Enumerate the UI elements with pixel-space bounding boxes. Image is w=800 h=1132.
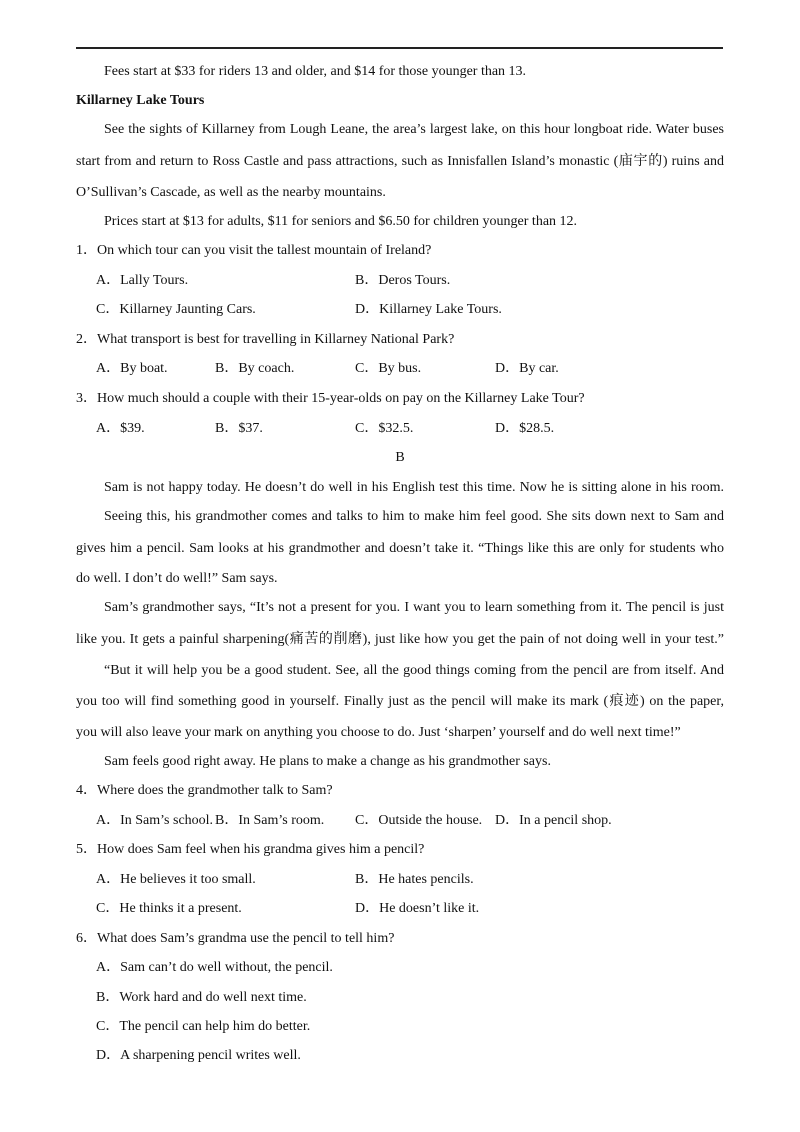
option-2d: D．By car.	[495, 361, 559, 376]
option-2a: A．By boat.	[96, 361, 168, 376]
option-6d: D．A sharpening pencil writes well.	[96, 1048, 301, 1063]
paragraph-line: do well. I don’t do well!” Sam says.	[76, 571, 278, 586]
paragraph-line: gives him a pencil. Sam looks at his grandmother and doesn’t take it. “Things like this are only for students who	[76, 541, 724, 556]
option-4c: C．Outside the house.	[355, 813, 483, 828]
option-5a: A．He believes it too small.	[96, 872, 256, 887]
question-4: 4．Where does the grandmother talk to Sam?	[76, 783, 333, 798]
option-6c: C．The pencil can help him do better.	[96, 1019, 311, 1034]
option-5b: B．He hates pencils.	[355, 872, 474, 887]
option-1c: C．Killarney Jaunting Cars.	[96, 302, 256, 317]
question-1: 1．On which tour can you visit the tallest mountain of Ireland?	[76, 243, 432, 258]
option-1a: A．Lally Tours.	[96, 273, 189, 288]
passage-b-label: B	[395, 450, 405, 465]
option-6a: A．Sam can’t do well without, the pencil.	[96, 960, 333, 975]
option-5d: D．He doesn’t like it.	[355, 901, 480, 916]
option-2c: C．By bus.	[355, 361, 422, 376]
paragraph-line: Sam’s grandmother says, “It’s not a present for you. I want you to learn something from it. The pencil is just	[104, 600, 724, 615]
option-4d: D．In a pencil shop.	[495, 813, 612, 828]
question-6: 6．What does Sam’s grandma use the pencil to tell him?	[76, 931, 395, 946]
prices-line: Prices start at $13 for adults, $11 for seniors and $6.50 for children younger than 12.	[104, 214, 578, 229]
option-4b: B．In Sam’s room.	[215, 813, 325, 828]
paragraph-line: “But it will help you be a good student. See, all the good things coming from the pencil are from itself. And	[104, 663, 724, 678]
option-3b: B．$37.	[215, 421, 263, 436]
top-rule	[76, 47, 723, 49]
paragraph-line: Sam is not happy today. He doesn’t do well in his English test this time. Now he is sitting alone in his room.	[104, 480, 724, 495]
paragraph-line: See the sights of Killarney from Lough Leane, the area’s largest lake, on this hour longboat ride. Water buses	[104, 122, 724, 137]
question-2: 2．What transport is best for travelling in Killarney National Park?	[76, 332, 455, 347]
paragraph-line: Seeing this, his grandmother comes and talks to him to make him feel good. She sits down next to Sam and	[104, 509, 724, 524]
option-1b: B．Deros Tours.	[355, 273, 451, 288]
option-3c: C．$32.5.	[355, 421, 414, 436]
option-3a: A．$39.	[96, 421, 145, 436]
paragraph-line: start from and return to Ross Castle and pass attractions, such as Innisfallen Island’s monastic (庙宇的) ruins and	[76, 154, 724, 169]
fees-line: Fees start at $33 for riders 13 and older, and $14 for those younger than 13.	[104, 64, 527, 79]
option-4a: A．In Sam’s school.	[96, 813, 214, 828]
paragraph-line: you will also leave your mark on anything you choose to do. Just ‘sharpen’ yourself and do well next time!”	[76, 725, 681, 740]
paragraph-line: like you. It gets a painful sharpening(痛苦的削磨), just like how you get the pain of not doing well in your test.”	[76, 632, 724, 647]
question-5: 5．How does Sam feel when his grandma gives him a pencil?	[76, 842, 425, 857]
option-2b: B．By coach.	[215, 361, 295, 376]
paragraph-line: O’Sullivan’s Cascade, as well as the nearby mountains.	[76, 185, 386, 200]
option-1d: D．Killarney Lake Tours.	[355, 302, 502, 317]
option-6b: B．Work hard and do well next time.	[96, 990, 307, 1005]
option-3d: D．$28.5.	[495, 421, 555, 436]
section-heading-killarney-lake-tours: Killarney Lake Tours	[76, 93, 205, 108]
question-3: 3．How much should a couple with their 15-year-olds on pay on the Killarney Lake Tour?	[76, 391, 585, 406]
paragraph-line: you too will find something good in yourself. Finally just as the pencil will make its mark (痕迹) on the paper,	[76, 694, 724, 709]
option-5c: C．He thinks it a present.	[96, 901, 242, 916]
paragraph-line: Sam feels good right away. He plans to make a change as his grandmother says.	[104, 754, 551, 769]
